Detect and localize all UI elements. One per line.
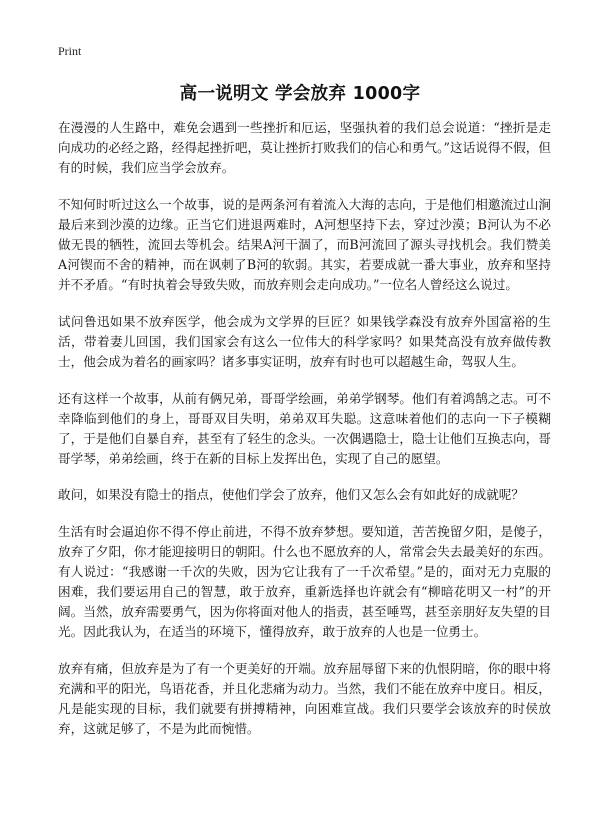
article-body [58, 118, 551, 756]
article-title: 高一说明文 学会放弃 1000字 [179, 84, 421, 104]
paragraph-4: 还有这样一个故事，从前有俩兄弟，哥哥学绘画，弟弟学钢琴。他们有着鸿鹄之志。可不幸降临到他们的身上，哥哥双目失明，弟弟双耳失聪。这意味着他们的志向一下子模糊了，于是他们自暴自弃，甚至有了轻生的念头。一次偶遇隐士，隐士让他们互换志向，哥哥学琴，弟弟绘画，终于在新的目标上发挥出色，实现了自己的愿望。 [58, 390, 551, 466]
paragraph-7: 放弃有痛，但放弃是为了有一个更美好的开端。放弃屈辱留下来的仇恨阴暗，你的眼中将充满和平的阳光，鸟语花香，并且化悲痛为动力。当然，我们不能在放弃中度日。相反，凡是能实现的目标，我们就要有拼搏精神，向困难宣战。我们只要学会该放弃的时侯放弃，这就足够了，不是为此而惋惜。 [58, 661, 551, 737]
paragraph-3: 试问鲁迅如果不放弃医学，他会成为文学界的巨匠？如果钱学森没有放弃外国富裕的生活，带着妻儿回国，我们国家会有这么一位伟大的科学家吗？如果梵高没有放弃做传教士，他会成为着名的画家吗？诸多事实证明，放弃有时也可以超越生命，驾驭人生。 [58, 313, 551, 369]
paragraph-5: 敢问，如果没有隐士的指点，使他们学会了放弃，他们又怎么会有如此好的成就呢？ [58, 487, 524, 503]
paragraph-6: 生活有时会逼迫你不得不停止前进，不得不放弃梦想。要知道，苦苦挽留夕阳，是傻子，放弃了夕阳，你才能迎接明日的朝阳。什么也不愿放弃的人，常常会失去最美好的东西。有人说过：“我感谢一千次的失败，因为它让我有了一千次希望。”是的，面对无力克服的困难，我们要运用自己的智慧，敢于放弃，重新选择也许就会有“柳暗花明又一村”的开阔。当然，放弃需要勇气，因为你将面对他人的指责，甚至唾骂，甚至亲朋好友失望的目光。因此我认为，在适当的环境下，懂得放弃，敢于放弃的人也是一位勇士。 [58, 524, 551, 640]
print-link[interactable]: Print [58, 44, 82, 58]
paragraph-2: 不知何时听过这么一个故事，说的是两条河有着流入大海的志向，于是他们相邀流过山涧最后来到沙漠的边缘。正当它们进退两难时，A河想坚持下去，穿过沙漠；B河认为不必做无畏的牺牲，流回去等机会。结果A河干涸了，而B河流回了源头寻找机会。我们赞美A河锲而不舍的精神，而在讽刺了B河的软弱。其实，若要成就一番大事业，放弃和坚持并不矛盾。“有时执着会导致失败，而放弃则会走向成功。”一位名人曾经这么说过。 [58, 196, 551, 293]
paragraph-1: 在漫漫的人生路中，难免会遇到一些挫折和厄运，坚强执着的我们总会说道：“挫折是走向成功的必经之路，经得起挫折吧，莫让挫折打败我们的信心和勇气。”这话说得不假，但有的时候，我们应当学会放弃。 [58, 120, 551, 176]
